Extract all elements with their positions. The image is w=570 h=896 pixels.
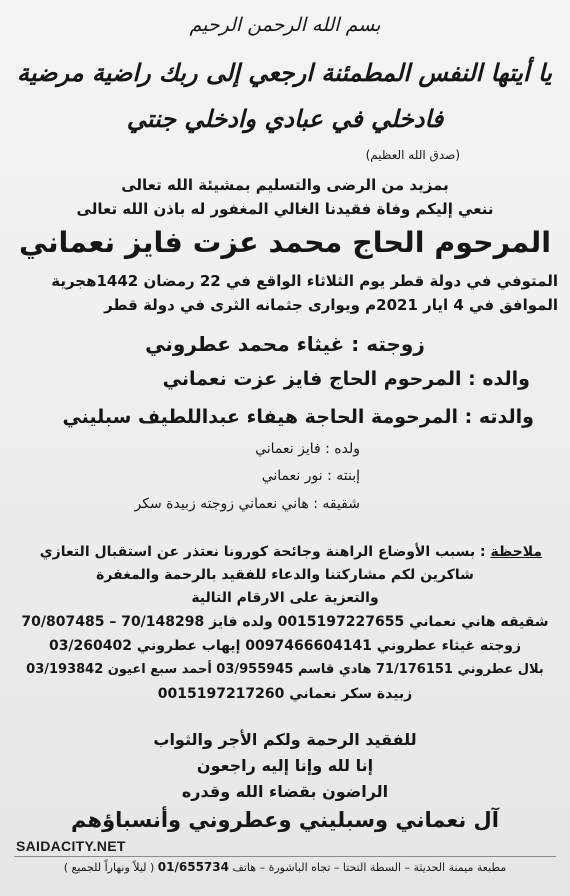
family-father: والده : المرحوم الحاج فايز عزت نعماني bbox=[162, 368, 530, 390]
printer-hours: ( ليلاً ونهاراً للجميع ) bbox=[63, 861, 155, 874]
intro-line-2: ننعي إليكم وفاة فقيدنا الغالي المغفور له باذن الله تعالى bbox=[76, 200, 494, 218]
death-info-line-2: الموافق في 4 ايار 2021م ويوارى جثمانه الثرى في دولة قطر bbox=[104, 296, 558, 314]
contact-line-2: زوجته غيثاء عطروني 0097466604141 إيهاب عطروني 03/260402 bbox=[48, 638, 522, 654]
closing-families: آل نعماني وسبليني وعطروني وأنسباؤهم bbox=[71, 808, 499, 832]
contact-line-4: زبيدة سكر نعماني 0015197217260 bbox=[157, 686, 413, 702]
quran-verse-line-2: فادخلي في عبادي وادخلي جنتي bbox=[126, 104, 444, 133]
family-mother: والدته : المرحومة الحاجة هيفاء عبداللطيف سبليني bbox=[62, 406, 534, 428]
note-text: : بسبب الأوضاع الراهنة وجائحة كورونا نعتذر عن استقبال التعازي bbox=[39, 544, 486, 560]
closing-line-1: للفقيد الرحمة ولكم الأجر والثواب bbox=[153, 730, 417, 749]
basmala: بسم الله الرحمن الرحيم bbox=[189, 14, 381, 36]
note-line-3: والتعزية على الارقام التالية bbox=[191, 590, 379, 606]
family-wife: زوجته : غيثاء محمد عطروني bbox=[145, 332, 425, 356]
contact-line-3: بلال عطروني 71/176151 هادي قاسم 03/955945 أحمد سبع اعيون 03/193842 bbox=[26, 662, 544, 677]
printer-footer bbox=[18, 860, 552, 874]
quran-verse-line-1: يا أيتها النفس المطمئنة ارجعي إلى ربك راضية مرضية bbox=[16, 58, 552, 87]
family-brother: شقيقه : هاني نعماني زوجته زبيدة سكر bbox=[134, 496, 360, 512]
deceased-name: المرحوم الحاج محمد عزت فايز نعماني bbox=[19, 226, 551, 259]
closing-line-3: الراضون بقضاء الله وقدره bbox=[181, 782, 389, 801]
site-watermark: SAIDACITY.NET bbox=[16, 838, 126, 854]
contact-line-1: شقيقه هاني نعماني 0015197227655 ولده فايز 70/148298 – 70/807485 bbox=[21, 614, 549, 630]
death-info-line-1: المتوفي في دولة قطر يوم الثلاثاء الواقع في 22 رمضان 1442هجرية bbox=[51, 272, 558, 290]
verse-closing: (صدق الله العظيم) bbox=[365, 148, 460, 162]
note-label: ملاحظة bbox=[490, 544, 542, 560]
family-son: ولده : فايز نعماني bbox=[255, 441, 360, 457]
printer-phone: 01/655734 bbox=[157, 860, 229, 874]
footer-divider bbox=[14, 856, 556, 857]
note-line-2: شاكرين لكم مشاركتنا والدعاء للفقيد بالرحمة والمغفرة bbox=[96, 567, 474, 583]
family-daughter: إبنته : نور نعماني bbox=[261, 468, 360, 484]
printer-name: مطبعة ميمنة الحديثة – السطة التحتا – تجاه الباشورة – هاتف bbox=[232, 861, 507, 874]
note-line-1 bbox=[18, 544, 542, 560]
intro-line-1: بمزيد من الرضى والتسليم بمشيئة الله تعالى bbox=[121, 176, 449, 194]
closing-line-2: إنا لله وإنا إليه راجعون bbox=[196, 756, 374, 775]
